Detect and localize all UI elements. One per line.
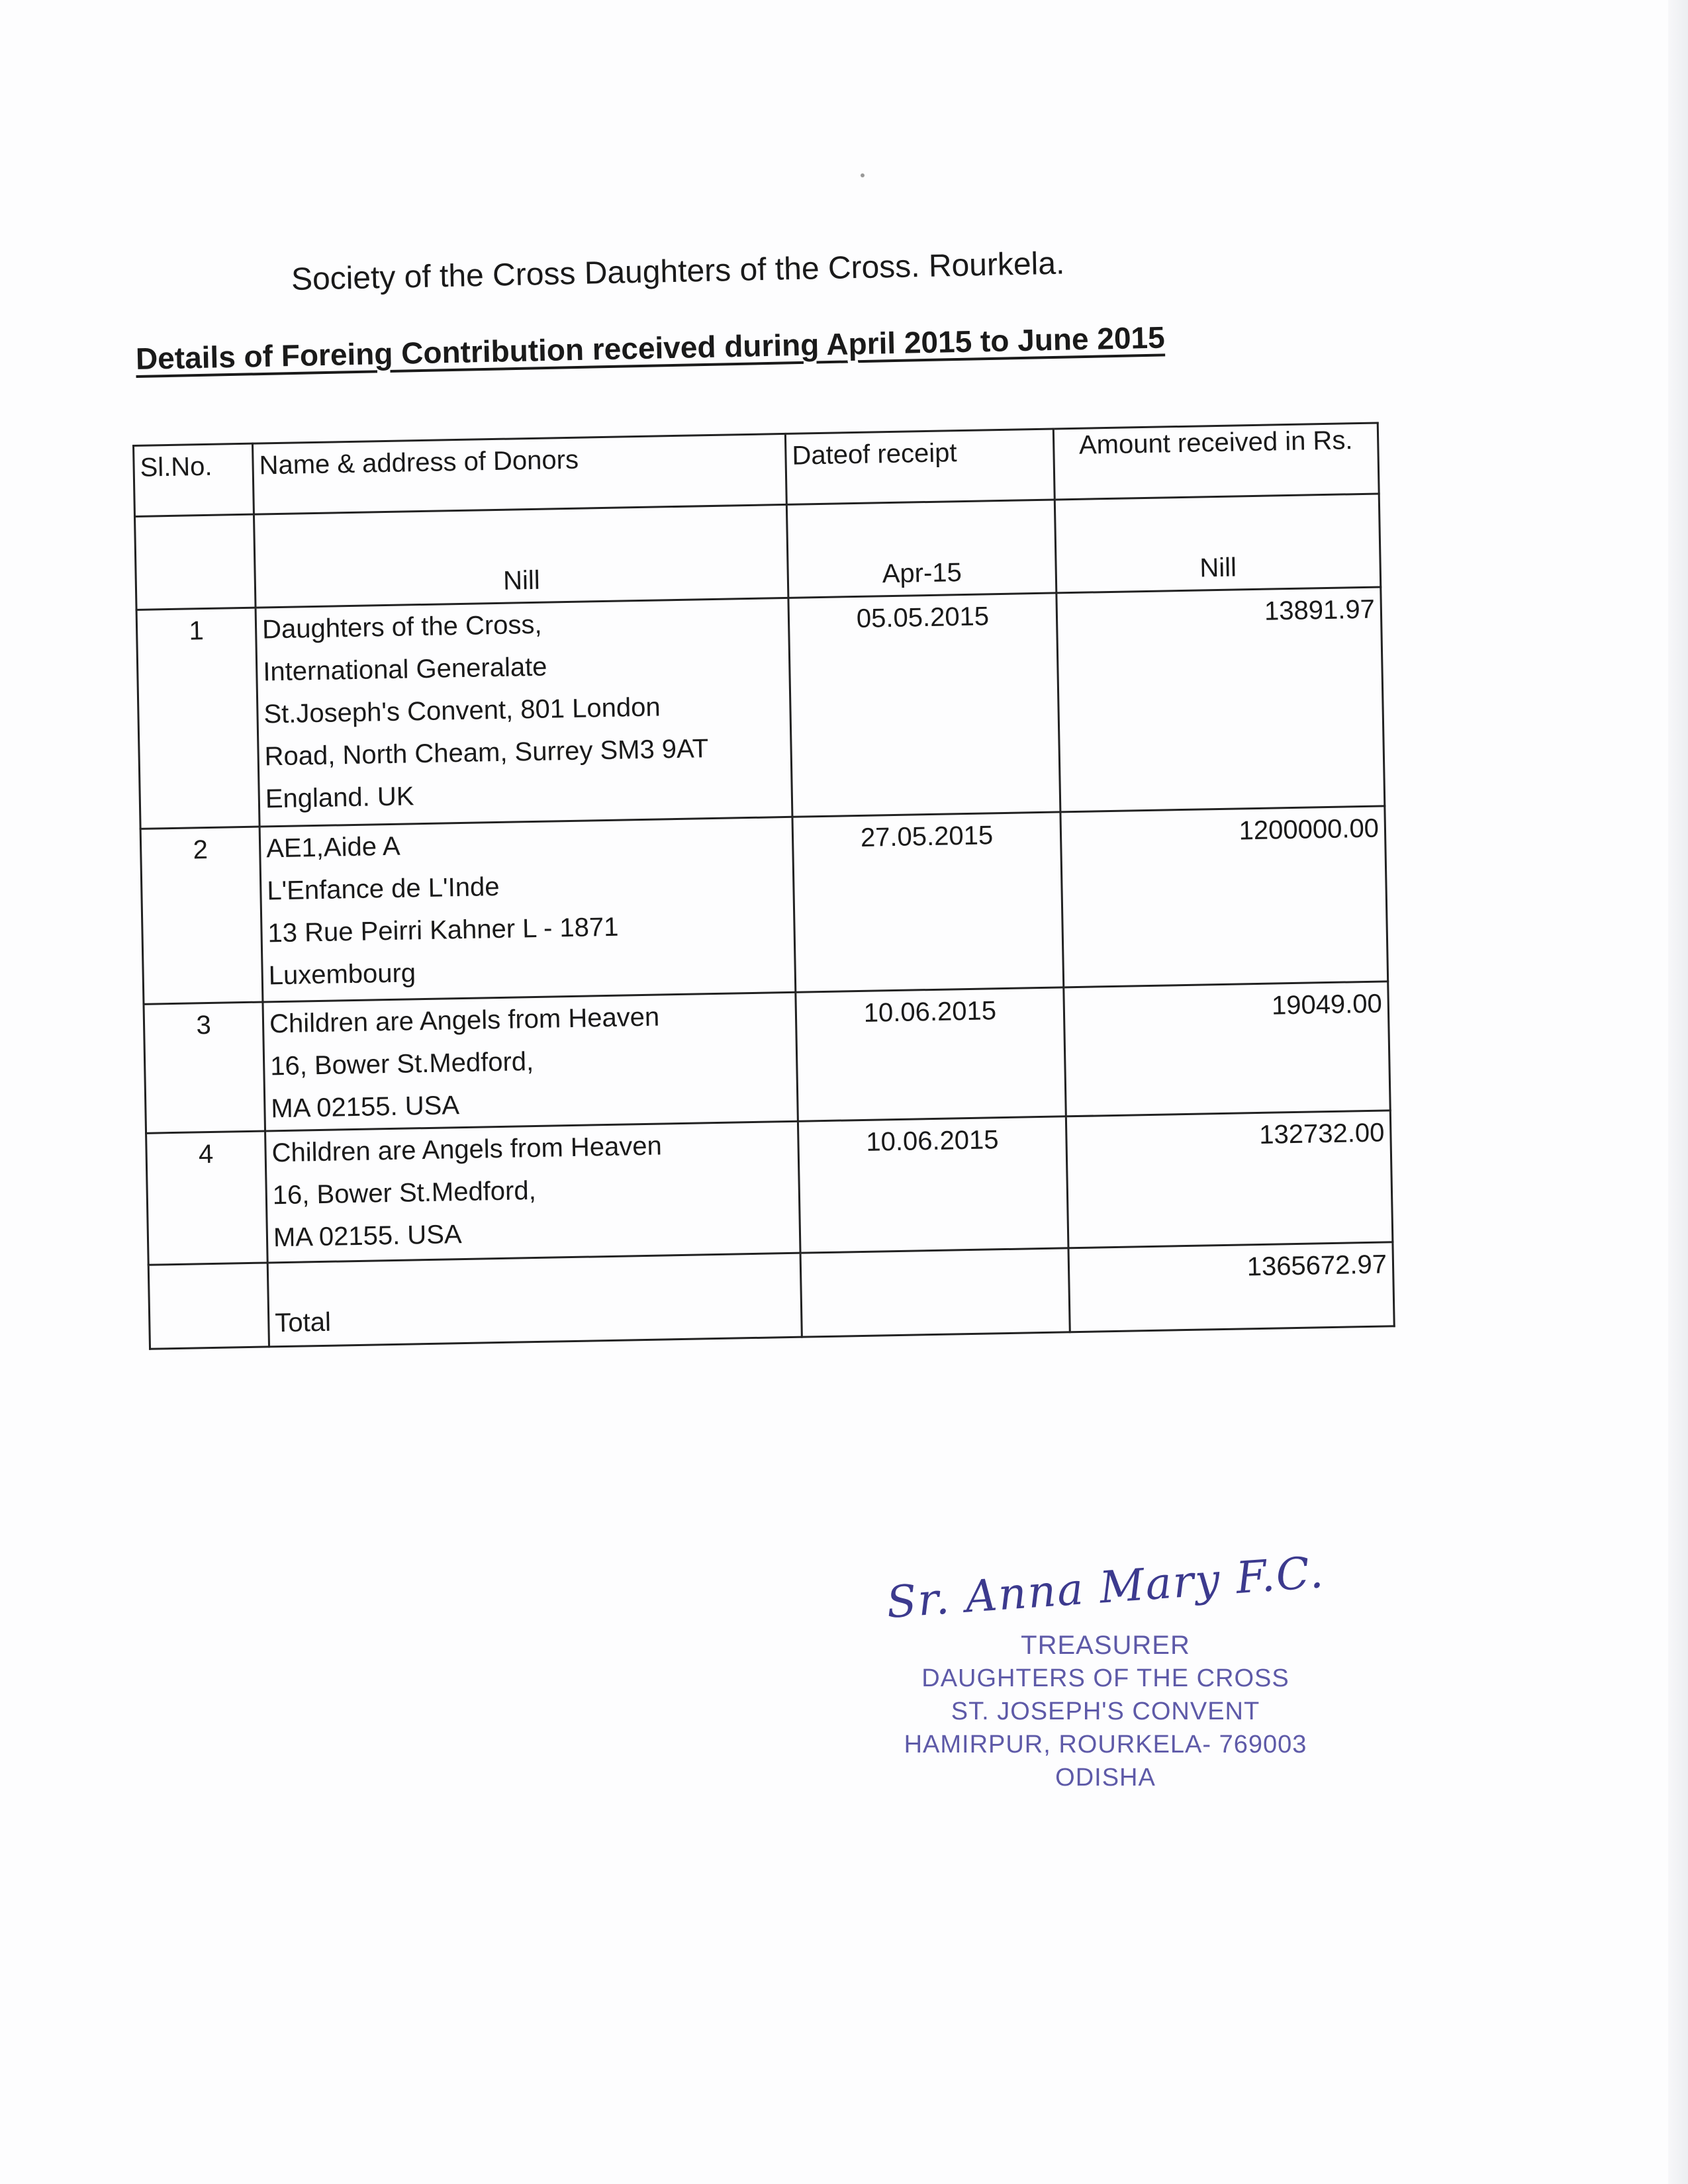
address-line: L'Enfance de L'Inde xyxy=(266,872,500,906)
row-amount: 1200000.00 xyxy=(1060,806,1388,987)
row-amount: 19049.00 xyxy=(1064,981,1390,1116)
row-sl: 1 xyxy=(136,608,259,829)
document-heading: Details of Foreing Contribution received during April 2015 to June 2015 xyxy=(135,320,1166,376)
address-line: England. UK xyxy=(265,782,414,814)
row-date: 27.05.2015 xyxy=(792,812,1064,992)
stamp-line: DAUGHTERS OF THE CROSS xyxy=(921,1664,1289,1692)
address-line: 16, Bower St.Medford, xyxy=(269,1047,534,1081)
header-date: Dateof receipt xyxy=(785,429,1055,504)
stamp-line: ST. JOSEPH'S CONVENT xyxy=(951,1698,1260,1725)
row-donor-address xyxy=(259,817,796,1002)
address-line: 13 Rue Peirri Kahner L - 1871 xyxy=(267,912,619,948)
stamp-line: ODISHA xyxy=(1055,1764,1156,1792)
total-label: Total xyxy=(267,1253,802,1347)
contribution-table-wrapper xyxy=(132,422,1395,1349)
row-date: 10.06.2015 xyxy=(796,987,1066,1121)
total-amount: 1365672.97 xyxy=(1068,1242,1394,1332)
signature-stamp-block xyxy=(880,1546,1331,1794)
row-sl: 3 xyxy=(144,1002,265,1133)
table-row xyxy=(136,587,1385,829)
address-line: MA 02155. USA xyxy=(273,1220,462,1253)
stamp-role: TREASURER xyxy=(1021,1631,1190,1660)
address-line: St.Joseph's Convent, 801 London xyxy=(263,692,661,729)
row-amount: 13891.97 xyxy=(1056,587,1385,812)
address-line: Daughters of the Cross, xyxy=(261,610,542,645)
total-sl-cell xyxy=(148,1263,269,1349)
total-date-cell xyxy=(800,1248,1070,1337)
nil-date-cell: Apr-15 xyxy=(786,500,1056,598)
header-amount: Amount received in Rs. xyxy=(1053,423,1379,500)
header-name-address: Name & address of Donors xyxy=(252,433,786,514)
address-line: Road, North Cheam, Surrey SM3 9AT xyxy=(264,734,709,772)
address-line: MA 02155. USA xyxy=(271,1091,460,1124)
stamp-line: HAMIRPUR, ROURKELA- 769003 xyxy=(904,1731,1307,1758)
address-line: 16, Bower St.Medford, xyxy=(272,1176,537,1210)
address-line: Luxembourg xyxy=(268,958,416,991)
organization-title: Society of the Cross Daughters of the Cross. Rourkela. xyxy=(291,246,1065,297)
nil-name-cell: Nill xyxy=(254,504,788,608)
table-row xyxy=(146,1111,1393,1265)
row-donor-address xyxy=(256,598,792,827)
scan-edge-shadow xyxy=(1668,0,1688,2184)
address-line: Children are Angels from Heaven xyxy=(271,1131,663,1168)
nil-sl-cell xyxy=(134,514,256,610)
row-date: 10.06.2015 xyxy=(798,1116,1068,1253)
header-sl-no: Sl.No. xyxy=(134,443,254,516)
nil-amount-cell: Nill xyxy=(1055,494,1381,593)
scan-speck xyxy=(861,173,865,177)
table-row xyxy=(140,806,1388,1004)
row-date: 05.05.2015 xyxy=(788,593,1060,817)
address-line: AE1,Aide A xyxy=(265,831,400,864)
row-donor-address xyxy=(265,1121,801,1263)
row-sl: 2 xyxy=(140,827,263,1004)
address-line: Children are Angels from Heaven xyxy=(269,1002,660,1039)
address-line: International Generalate xyxy=(262,652,547,687)
handwritten-signature: Sr. Anna Mary F.C. xyxy=(884,1546,1327,1629)
table-row xyxy=(144,981,1390,1133)
row-amount: 132732.00 xyxy=(1066,1111,1393,1248)
row-sl: 4 xyxy=(146,1131,268,1265)
contribution-table xyxy=(132,422,1395,1349)
row-donor-address xyxy=(263,992,798,1131)
